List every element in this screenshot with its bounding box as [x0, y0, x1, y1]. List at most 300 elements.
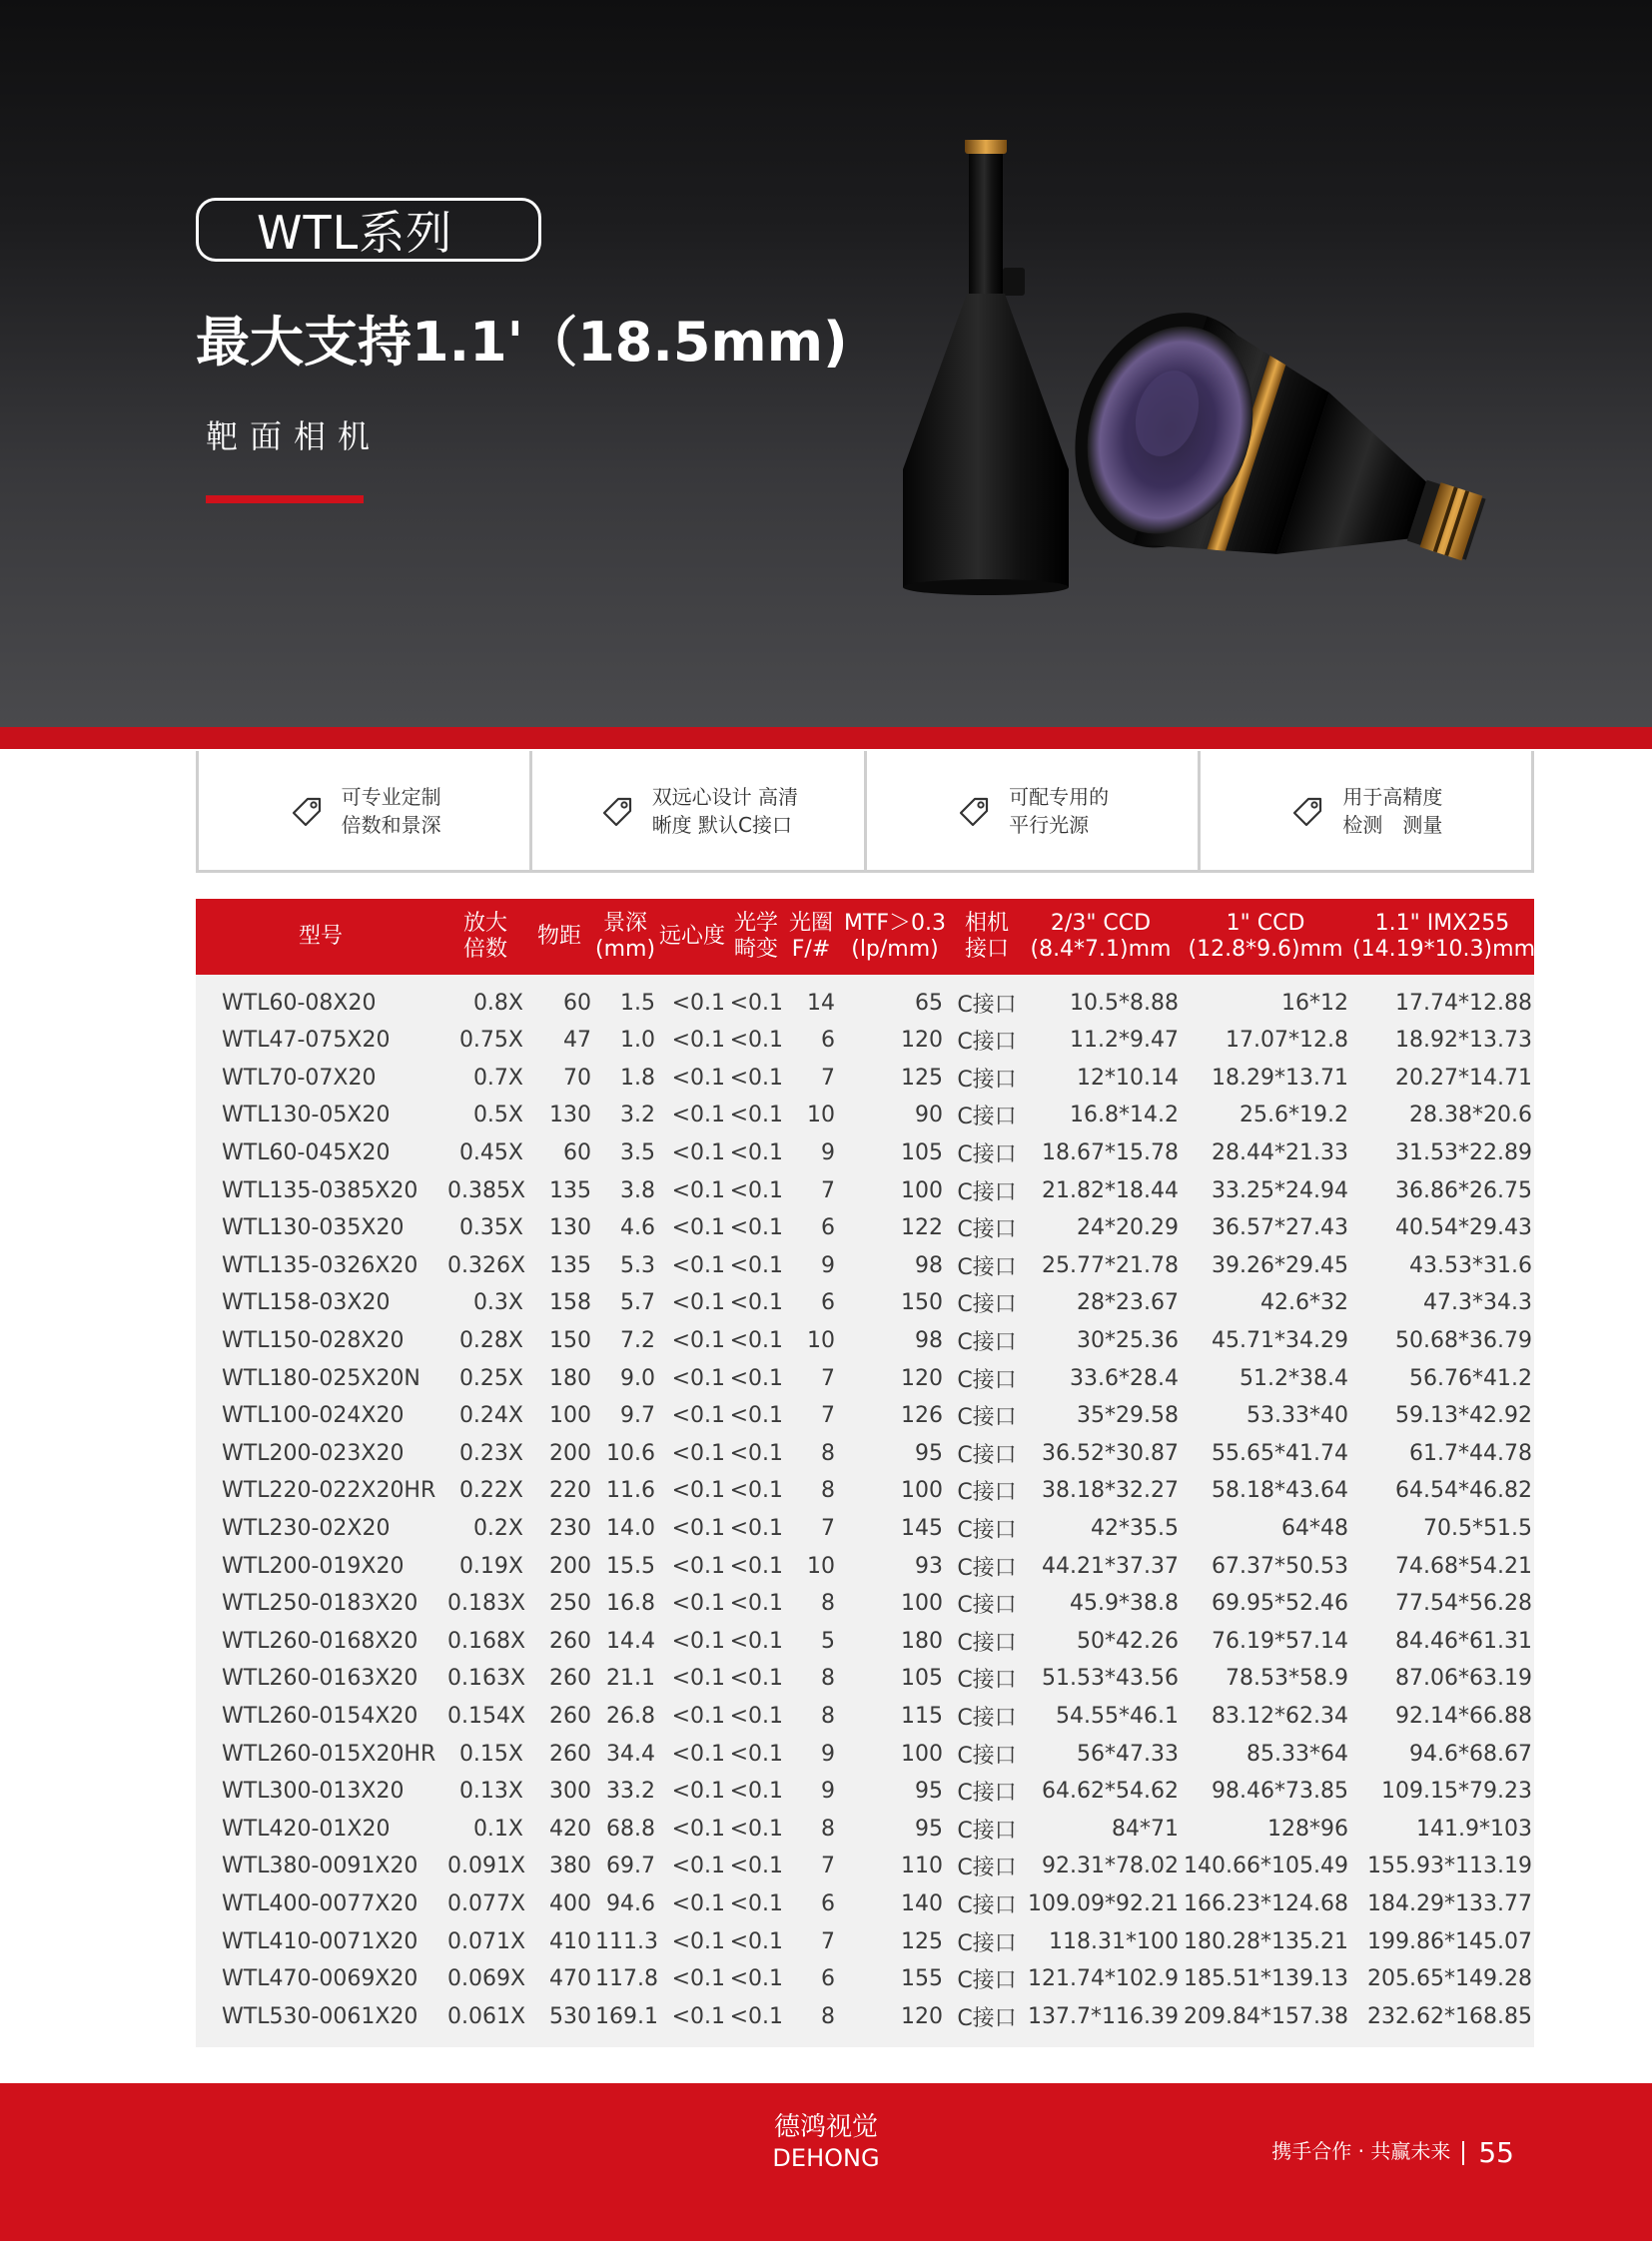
table-cell: <0.1 — [671, 1703, 725, 1729]
table-cell: 180.28*135.21 — [1184, 1928, 1348, 1954]
table-cell: C接口 — [957, 1892, 1017, 1918]
column-header-line: 放大 — [462, 911, 507, 936]
table-cell: 98 — [915, 1252, 943, 1278]
table-cell: 130 — [549, 1103, 591, 1128]
table-cell: <0.1 — [729, 1028, 783, 1054]
table-cell: 0.28X — [458, 1328, 523, 1354]
table-row — [196, 1247, 1534, 1285]
table-cell: <0.1 — [729, 1816, 783, 1842]
table-cell: 58.18*43.64 — [1212, 1478, 1348, 1504]
table-cell: 18.92*13.73 — [1395, 1028, 1532, 1054]
table-cell: 33.2 — [606, 1779, 655, 1805]
table-cell: WTL260-015X20HR — [222, 1741, 436, 1767]
table-cell: C接口 — [957, 1367, 1017, 1393]
table-cell: 98.46*73.85 — [1212, 1779, 1348, 1805]
table-row — [196, 975, 1534, 1022]
table-cell: WTL60-08X20 — [222, 991, 377, 1016]
table-cell: 74.68*54.21 — [1395, 1553, 1532, 1579]
table-cell: 0.13X — [458, 1779, 523, 1805]
table-cell: 100 — [901, 1741, 943, 1767]
table-cell: 0.069X — [447, 1966, 526, 1992]
table-cell: 0.2X — [472, 1516, 523, 1542]
table-cell: 36.52*30.87 — [1042, 1440, 1179, 1466]
table-cell: 184.29*133.77 — [1367, 1890, 1532, 1916]
table-cell: <0.1 — [729, 1215, 783, 1241]
table-cell: 51.53*43.56 — [1042, 1666, 1179, 1692]
column-header-line: MTF＞0.3 — [843, 911, 947, 936]
table-cell: <0.1 — [729, 1328, 783, 1354]
table-cell: 420 — [549, 1816, 591, 1842]
table-cell: 0.8X — [472, 991, 523, 1016]
column-header-line: 光学 — [733, 911, 778, 936]
tag-icon — [1288, 791, 1328, 831]
column-header — [525, 899, 593, 975]
feature-item — [867, 751, 1201, 870]
column-header-line: 景深 — [602, 911, 647, 936]
table-cell: 0.071X — [447, 1928, 526, 1954]
page-number: 55 — [1478, 2136, 1514, 2169]
table-cell: 38.18*32.27 — [1042, 1478, 1179, 1504]
table-cell: WTL410-0071X20 — [222, 1928, 418, 1954]
table-cell: 53.33*40 — [1246, 1403, 1348, 1429]
table-cell: C接口 — [957, 1254, 1017, 1280]
table-cell: C接口 — [957, 1856, 1017, 1881]
table-cell: 50*42.26 — [1077, 1628, 1179, 1654]
table-row — [196, 1660, 1534, 1698]
table-cell: 54.55*46.1 — [1056, 1703, 1179, 1729]
table-cell: 8 — [821, 2003, 835, 2029]
table-cell: C接口 — [957, 1105, 1017, 1130]
table-cell: WTL130-035X20 — [222, 1215, 405, 1241]
table-cell: 10.5*8.88 — [1070, 991, 1179, 1016]
column-header-line: 2/3" CCD — [1050, 911, 1152, 936]
table-cell: <0.1 — [671, 1365, 725, 1391]
hero-banner — [0, 0, 1652, 729]
table-cell: WTL47-075X20 — [222, 1028, 391, 1054]
column-header — [837, 899, 953, 975]
table-cell: 105 — [901, 1666, 943, 1692]
table-cell: <0.1 — [671, 1928, 725, 1954]
table-cell: 69.7 — [606, 1854, 655, 1879]
table-cell: 93 — [915, 1553, 943, 1579]
table-cell: 6 — [821, 1890, 835, 1916]
table-cell: 100 — [901, 1478, 943, 1504]
table-cell: 155.93*113.19 — [1367, 1854, 1532, 1879]
column-header — [196, 899, 445, 975]
table-cell: WTL100-024X20 — [222, 1403, 405, 1429]
table-cell: 14 — [807, 991, 835, 1016]
column-header-line: (mm) — [595, 937, 656, 962]
table-row — [196, 1698, 1534, 1736]
spec-table — [196, 899, 1534, 2047]
table-cell: 220 — [549, 1478, 591, 1504]
table-cell: 3.2 — [620, 1103, 655, 1128]
table-row — [196, 1209, 1534, 1247]
table-cell: 0.183X — [447, 1591, 526, 1617]
feature-line: 双远心设计 高清 — [651, 784, 799, 809]
table-cell: 5.3 — [620, 1252, 655, 1278]
table-cell: 8 — [821, 1703, 835, 1729]
table-cell: 128*96 — [1267, 1816, 1348, 1842]
table-cell: <0.1 — [729, 1290, 783, 1316]
table-cell: 135 — [549, 1177, 591, 1203]
table-cell: WTL260-0163X20 — [222, 1666, 418, 1692]
table-cell: <0.1 — [671, 1215, 725, 1241]
feature-line: 晰度 默认C接口 — [651, 812, 793, 837]
table-cell: 94.6*68.67 — [1409, 1741, 1532, 1767]
table-cell: <0.1 — [671, 991, 725, 1016]
table-cell: <0.1 — [671, 1328, 725, 1354]
table-cell: <0.1 — [671, 1666, 725, 1692]
table-cell: 100 — [549, 1403, 591, 1429]
table-row — [196, 1060, 1534, 1098]
table-cell: 4.6 — [620, 1215, 655, 1241]
feature-item — [532, 751, 866, 870]
table-cell: 15.5 — [606, 1553, 655, 1579]
table-cell: WTL230-02X20 — [222, 1516, 391, 1542]
table-cell: <0.1 — [671, 1553, 725, 1579]
table-cell: 64.54*46.82 — [1395, 1478, 1532, 1504]
table-row — [196, 1735, 1534, 1773]
table-cell: 14.0 — [606, 1516, 655, 1542]
table-cell: 28.44*21.33 — [1212, 1140, 1348, 1166]
table-cell: C接口 — [957, 1593, 1017, 1619]
table-cell: WTL380-0091X20 — [222, 1854, 418, 1879]
table-cell: C接口 — [957, 1405, 1017, 1431]
table-cell: 7 — [821, 1403, 835, 1429]
table-cell: 87.06*63.19 — [1395, 1666, 1532, 1692]
table-cell: 51.2*38.4 — [1239, 1365, 1348, 1391]
feature-line: 可专业定制 — [341, 784, 441, 809]
table-cell: 3.5 — [620, 1140, 655, 1166]
table-cell: 0.077X — [447, 1890, 526, 1916]
table-cell: 0.7X — [472, 1065, 523, 1091]
table-cell: 185.51*139.13 — [1184, 1966, 1348, 1992]
table-cell: 232.62*168.85 — [1367, 2003, 1532, 2029]
column-header-line: 倍数 — [462, 937, 507, 962]
table-row — [196, 1997, 1534, 2047]
table-row — [196, 1960, 1534, 1998]
table-cell: 410 — [549, 1928, 591, 1954]
table-cell: 6 — [821, 1028, 835, 1054]
table-cell: 109.09*92.21 — [1028, 1890, 1179, 1916]
table-cell: 64*48 — [1281, 1516, 1348, 1542]
table-cell: 18.29*13.71 — [1212, 1065, 1348, 1091]
column-header-line: (lp/mm) — [851, 937, 939, 962]
table-cell: C接口 — [957, 1179, 1017, 1205]
column-header — [445, 899, 525, 975]
table-cell: 47 — [563, 1028, 591, 1054]
table-cell: 10.6 — [606, 1440, 655, 1466]
table-cell: 20.27*14.71 — [1395, 1065, 1532, 1091]
table-cell: 92.31*78.02 — [1042, 1854, 1179, 1879]
table-cell: 95 — [915, 1440, 943, 1466]
table-cell: 10 — [807, 1103, 835, 1128]
column-header — [1181, 899, 1350, 975]
table-cell: 117.8 — [595, 1966, 658, 1992]
table-cell: 1.5 — [620, 991, 655, 1016]
table-cell: 95 — [915, 1816, 943, 1842]
column-header-line: 1" CCD — [1226, 911, 1305, 936]
table-cell: 42*35.5 — [1091, 1516, 1179, 1542]
table-cell: 8 — [821, 1591, 835, 1617]
table-cell: 31.53*22.89 — [1395, 1140, 1532, 1166]
table-cell: 0.168X — [447, 1628, 526, 1654]
brand-name-en: DEHONG — [772, 2144, 880, 2172]
table-cell: 92.14*66.88 — [1395, 1703, 1532, 1729]
table-cell: 199.86*145.07 — [1367, 1928, 1532, 1954]
table-cell: 64.62*54.62 — [1042, 1779, 1179, 1805]
table-cell: 141.9*103 — [1416, 1816, 1532, 1842]
footer-slogan-block — [1271, 2135, 1514, 2169]
table-cell: 65 — [915, 991, 943, 1016]
table-cell: 111.3 — [595, 1928, 658, 1954]
table-cell: C接口 — [957, 1142, 1017, 1168]
table-cell: 180 — [901, 1628, 943, 1654]
table-row — [196, 1022, 1534, 1060]
table-row — [196, 1585, 1534, 1623]
table-cell: 12*10.14 — [1077, 1065, 1179, 1091]
table-cell: WTL200-023X20 — [222, 1440, 405, 1466]
table-cell: 0.5X — [472, 1103, 523, 1128]
table-cell: <0.1 — [729, 1779, 783, 1805]
table-cell: C接口 — [957, 1818, 1017, 1844]
table-cell: 260 — [549, 1628, 591, 1654]
table-cell: <0.1 — [729, 1065, 783, 1091]
table-row — [196, 1547, 1534, 1585]
lens-lying — [1046, 288, 1513, 643]
column-header-line: (12.8*9.6)mm — [1188, 937, 1343, 962]
table-cell: C接口 — [957, 1330, 1017, 1356]
table-cell: 11.2*9.47 — [1070, 1028, 1179, 1054]
table-cell: 7 — [821, 1928, 835, 1954]
tag-icon — [288, 791, 328, 831]
table-cell: <0.1 — [729, 1928, 783, 1954]
table-row — [196, 1472, 1534, 1510]
table-row — [196, 1773, 1534, 1811]
table-cell: 59.13*42.92 — [1395, 1403, 1532, 1429]
table-cell: 21.1 — [606, 1666, 655, 1692]
column-header-line: (8.4*7.1)mm — [1030, 937, 1172, 962]
table-cell: 7.2 — [620, 1328, 655, 1354]
table-row — [196, 1322, 1534, 1360]
table-cell: 67.37*50.53 — [1212, 1553, 1348, 1579]
table-cell: 33.25*24.94 — [1212, 1177, 1348, 1203]
table-cell: <0.1 — [671, 2003, 725, 2029]
feature-item — [1201, 751, 1531, 870]
series-badge: WTL系列 — [196, 198, 541, 262]
table-cell: 0.385X — [447, 1177, 526, 1203]
lens-standing — [903, 140, 1069, 595]
table-cell: 0.163X — [447, 1666, 526, 1692]
table-cell: <0.1 — [729, 1252, 783, 1278]
table-cell: WTL420-01X20 — [222, 1816, 391, 1842]
column-header-line: 相机 — [964, 911, 1009, 936]
table-cell: 95 — [915, 1779, 943, 1805]
red-divider — [0, 727, 1652, 749]
table-cell: 70.5*51.5 — [1423, 1516, 1532, 1542]
tag-icon — [598, 791, 638, 831]
table-cell: <0.1 — [671, 1741, 725, 1767]
table-cell: 150 — [549, 1328, 591, 1354]
column-header — [785, 899, 837, 975]
table-cell: 44.21*37.37 — [1042, 1553, 1179, 1579]
table-cell: 6 — [821, 1290, 835, 1316]
table-cell: 6 — [821, 1215, 835, 1241]
table-cell: WTL220-022X20HR — [222, 1478, 436, 1504]
table-cell: <0.1 — [729, 991, 783, 1016]
table-cell: 0.061X — [447, 2003, 526, 2029]
table-cell: 17.07*12.8 — [1226, 1028, 1348, 1054]
table-cell: 158 — [549, 1290, 591, 1316]
table-row — [196, 1885, 1534, 1923]
table-cell: 8 — [821, 1478, 835, 1504]
feature-list — [196, 751, 1534, 873]
table-cell: 200 — [549, 1553, 591, 1579]
table-cell: <0.1 — [671, 1177, 725, 1203]
table-cell: 16.8 — [606, 1591, 655, 1617]
table-cell: 260 — [549, 1741, 591, 1767]
table-cell: 209.84*157.38 — [1184, 2003, 1348, 2029]
table-cell: 120 — [901, 2003, 943, 2029]
table-cell: 94.6 — [606, 1890, 655, 1916]
table-cell: WTL135-0385X20 — [222, 1177, 418, 1203]
divider — [1462, 2141, 1464, 2165]
table-cell: 0.154X — [447, 1703, 526, 1729]
table-cell: 42.6*32 — [1260, 1290, 1348, 1316]
table-cell: <0.1 — [729, 1478, 783, 1504]
table-cell: 39.26*29.45 — [1212, 1252, 1348, 1278]
table-cell: <0.1 — [729, 1403, 783, 1429]
table-cell: 25.6*19.2 — [1239, 1103, 1348, 1128]
table-cell: 77.54*56.28 — [1395, 1591, 1532, 1617]
table-cell: 24*20.29 — [1077, 1215, 1179, 1241]
feature-item — [199, 751, 532, 870]
column-header-line: 光圈 — [788, 911, 833, 936]
table-cell: C接口 — [957, 1630, 1017, 1656]
table-cell: 135 — [549, 1252, 591, 1278]
table-cell: 47.3*34.3 — [1423, 1290, 1532, 1316]
table-cell: C接口 — [957, 1668, 1017, 1694]
table-cell: 7 — [821, 1177, 835, 1203]
table-cell: WTL400-0077X20 — [222, 1890, 418, 1916]
table-cell: WTL200-019X20 — [222, 1553, 405, 1579]
table-cell: 125 — [901, 1928, 943, 1954]
table-cell: 0.326X — [447, 1252, 526, 1278]
table-cell: C接口 — [957, 1217, 1017, 1243]
table-cell: <0.1 — [671, 1816, 725, 1842]
table-cell: <0.1 — [671, 1065, 725, 1091]
hero-title: 最大支持1.1'（18.5mm) — [196, 311, 848, 374]
table-cell: 0.45X — [458, 1140, 523, 1166]
table-cell: 200 — [549, 1440, 591, 1466]
table-cell: 28*23.67 — [1077, 1290, 1179, 1316]
table-cell: WTL470-0069X20 — [222, 1966, 418, 1992]
table-cell: 380 — [549, 1854, 591, 1879]
table-cell: WTL130-05X20 — [222, 1103, 391, 1128]
table-cell: 125 — [901, 1065, 943, 1091]
table-cell: 16*12 — [1281, 991, 1348, 1016]
column-header — [727, 899, 785, 975]
table-cell: 60 — [563, 991, 591, 1016]
table-cell: 69.95*52.46 — [1212, 1591, 1348, 1617]
table-cell: 0.15X — [458, 1741, 523, 1767]
table-cell: 43.53*31.6 — [1409, 1252, 1532, 1278]
accent-bar — [206, 495, 364, 503]
table-cell: C接口 — [957, 1030, 1017, 1056]
table-cell: 56*47.33 — [1077, 1741, 1179, 1767]
column-header — [657, 899, 727, 975]
table-cell: 126 — [901, 1403, 943, 1429]
table-row — [196, 1171, 1534, 1209]
table-cell: 28.38*20.6 — [1409, 1103, 1532, 1128]
table-cell: 33.6*28.4 — [1070, 1365, 1179, 1391]
column-header — [1021, 899, 1181, 975]
table-cell: 120 — [901, 1028, 943, 1054]
table-cell: <0.1 — [729, 1666, 783, 1692]
table-cell: 100 — [901, 1177, 943, 1203]
table-cell: 60 — [563, 1140, 591, 1166]
table-cell: 7 — [821, 1516, 835, 1542]
table-cell: 5.7 — [620, 1290, 655, 1316]
table-cell: 5 — [821, 1628, 835, 1654]
table-cell: C接口 — [957, 1442, 1017, 1468]
table-cell: 118.31*100 — [1049, 1928, 1179, 1954]
table-cell: 130 — [549, 1215, 591, 1241]
table-cell: WTL60-045X20 — [222, 1140, 391, 1166]
table-cell: 1.0 — [620, 1028, 655, 1054]
column-header-line: 畸变 — [733, 937, 778, 962]
table-cell: 8 — [821, 1666, 835, 1692]
table-cell: 260 — [549, 1703, 591, 1729]
column-header-line: 远心度 — [659, 924, 726, 949]
table-cell: 122 — [901, 1215, 943, 1241]
feature-line: 倍数和景深 — [341, 812, 441, 837]
table-cell: C接口 — [957, 1743, 1017, 1769]
table-cell: 145 — [901, 1516, 943, 1542]
table-cell: 0.25X — [458, 1365, 523, 1391]
table-cell: 84*71 — [1112, 1816, 1179, 1842]
table-cell: 7 — [821, 1365, 835, 1391]
table-cell: <0.1 — [671, 1591, 725, 1617]
table-cell: 36.86*26.75 — [1395, 1177, 1532, 1203]
table-cell: 530 — [549, 2003, 591, 2029]
table-cell: <0.1 — [729, 1591, 783, 1617]
table-cell: 1.8 — [620, 1065, 655, 1091]
table-cell: WTL70-07X20 — [222, 1065, 377, 1091]
table-cell: 180 — [549, 1365, 591, 1391]
table-cell: <0.1 — [729, 1140, 783, 1166]
table-cell: 260 — [549, 1666, 591, 1692]
table-cell: <0.1 — [729, 1516, 783, 1542]
table-cell: 36.57*27.43 — [1212, 1215, 1348, 1241]
table-cell: <0.1 — [671, 1854, 725, 1879]
table-cell: 34.4 — [606, 1741, 655, 1767]
table-cell: 9 — [821, 1779, 835, 1805]
table-cell: 61.7*44.78 — [1409, 1440, 1532, 1466]
table-cell: 0.24X — [458, 1403, 523, 1429]
table-cell: 110 — [901, 1854, 943, 1879]
table-row — [196, 1134, 1534, 1172]
feature-line: 可配专用的 — [1009, 784, 1110, 809]
table-row — [196, 1510, 1534, 1548]
column-header — [953, 899, 1021, 975]
table-cell: <0.1 — [729, 1103, 783, 1128]
table-cell: 166.23*124.68 — [1184, 1890, 1348, 1916]
table-cell: 83.12*62.34 — [1212, 1703, 1348, 1729]
table-cell: 7 — [821, 1065, 835, 1091]
hero-subtitle: 靶面相机 — [206, 417, 383, 455]
